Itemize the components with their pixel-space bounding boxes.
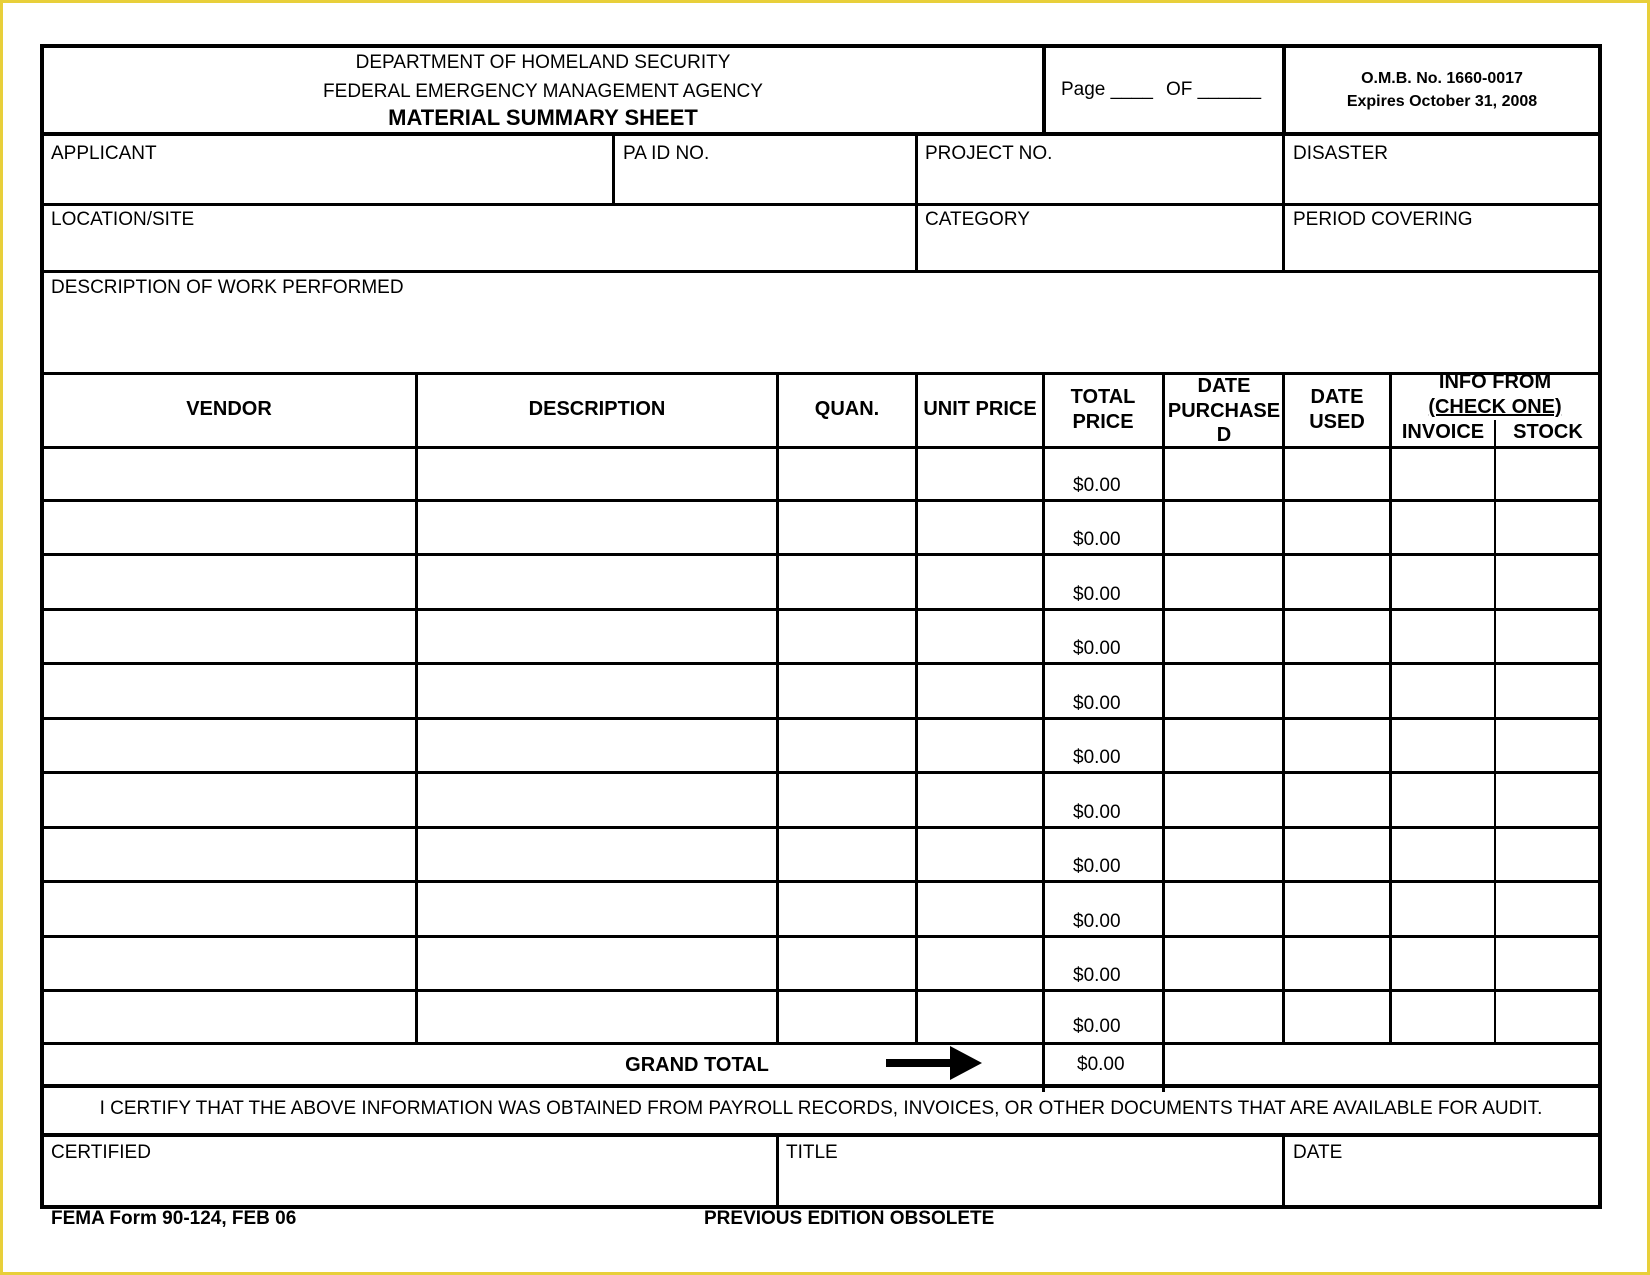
row-line — [40, 989, 1602, 992]
row-total-price: $0.00 — [1073, 856, 1121, 877]
total-price-header-line2: PRICE — [1072, 411, 1134, 433]
info-from-header: INFO FROM — [1438, 371, 1552, 393]
divider-title-date — [1282, 1136, 1285, 1206]
col-line-description — [776, 374, 779, 1044]
description-column-header: DESCRIPTION — [528, 398, 666, 420]
row-line — [40, 608, 1602, 611]
vendor-column-header: VENDOR — [186, 398, 272, 420]
page-number-field[interactable]: Page ____ — [1061, 79, 1153, 100]
department-name: DEPARTMENT OF HOMELAND SECURITY — [355, 52, 731, 73]
invoice-column-header: INVOICE — [1401, 421, 1485, 443]
grand-total-value: $0.00 — [1077, 1054, 1125, 1075]
check-one-header: (CHECK ONE) — [1428, 396, 1562, 418]
certify-bottom — [40, 1133, 1602, 1137]
row-total-price: $0.00 — [1073, 747, 1121, 768]
row-total-price: $0.00 — [1073, 638, 1121, 659]
certified-field[interactable]: CERTIFIED — [51, 1142, 151, 1163]
applicant-row-bottom — [40, 203, 1602, 206]
row-line — [40, 662, 1602, 665]
row-total-price: $0.00 — [1073, 802, 1121, 823]
applicant-field[interactable]: APPLICANT — [51, 143, 157, 164]
total-price-header-line1: TOTAL — [1070, 386, 1136, 408]
page-of-field[interactable]: OF ______ — [1166, 79, 1262, 100]
description-of-work-field[interactable]: DESCRIPTION OF WORK PERFORMED — [51, 277, 404, 298]
row-total-price: $0.00 — [1073, 584, 1121, 605]
col-line-unit-price — [1042, 374, 1045, 1092]
row-line — [40, 771, 1602, 774]
header-divider-1 — [1042, 44, 1046, 134]
row-total-price: $0.00 — [1073, 911, 1121, 932]
arrow-right-icon — [884, 1044, 984, 1084]
category-field[interactable]: CATEGORY — [925, 209, 1030, 230]
divider-applicant-pa — [612, 134, 615, 204]
grand-total-label: GRAND TOTAL — [625, 1054, 769, 1076]
header-divider-2 — [1282, 44, 1286, 134]
unit-price-column-header: UNIT PRICE — [923, 398, 1037, 420]
period-covering-field[interactable]: PERIOD COVERING — [1293, 209, 1473, 230]
agency-name: FEDERAL EMERGENCY MANAGEMENT AGENCY — [323, 81, 763, 102]
date-used-header-line1: DATE — [1310, 386, 1364, 408]
certification-statement: I CERTIFY THAT THE ABOVE INFORMATION WAS OBTAINED FROM PAYROLL RECORDS, INVOICES, OR OTHER DOCUMENTS THAT ARE AVAILABLE FOR AUDIT. — [99, 1098, 1543, 1119]
pa-id-field[interactable]: PA ID NO. — [623, 143, 710, 164]
table-header-bottom — [40, 446, 1602, 449]
row-total-price: $0.00 — [1073, 693, 1121, 714]
location-row-bottom — [40, 270, 1602, 273]
quan-column-header: QUAN. — [814, 398, 880, 420]
title-field[interactable]: TITLE — [786, 1142, 838, 1163]
stock-column-header: STOCK — [1513, 421, 1583, 443]
header-bottom-line — [40, 132, 1602, 136]
date-purchased-header-line1: DATE — [1197, 375, 1251, 397]
project-number-field[interactable]: PROJECT NO. — [925, 143, 1053, 164]
row-total-price: $0.00 — [1073, 965, 1121, 986]
disaster-field[interactable]: DISASTER — [1293, 143, 1389, 164]
grand-total-bottom — [40, 1084, 1602, 1088]
col-line-invoice — [1494, 420, 1496, 1044]
row-total-price: $0.00 — [1073, 1016, 1121, 1037]
row-line — [40, 499, 1602, 502]
row-line — [40, 935, 1602, 938]
form-title: MATERIAL SUMMARY SHEET — [388, 105, 698, 130]
row-line — [40, 553, 1602, 556]
omb-expiration: Expires October 31, 2008 — [1346, 93, 1538, 110]
items-bottom-line — [40, 1042, 1602, 1045]
col-line-date-purchased — [1282, 374, 1285, 1044]
description-work-bottom — [40, 372, 1602, 375]
col-line-quan — [915, 374, 918, 1044]
row-total-price: $0.00 — [1073, 529, 1121, 550]
row-total-price: $0.00 — [1073, 475, 1121, 496]
form-identifier: FEMA Form 90-124, FEB 06 — [51, 1208, 297, 1229]
date-purchased-header-line2: PURCHASE — [1167, 400, 1281, 422]
col-line-total-price — [1162, 374, 1165, 1092]
row-line — [40, 717, 1602, 720]
row-line — [40, 826, 1602, 829]
date-used-header-line2: USED — [1309, 411, 1365, 433]
row-line — [40, 880, 1602, 883]
col-line-date-used — [1389, 374, 1392, 1044]
location-site-field[interactable]: LOCATION/SITE — [51, 209, 195, 230]
col-line-vendor — [415, 374, 418, 1044]
omb-number: O.M.B. No. 1660-0017 — [1361, 70, 1523, 87]
date-field[interactable]: DATE — [1293, 1142, 1343, 1163]
divider-certified-title — [776, 1136, 779, 1206]
previous-edition-notice: PREVIOUS EDITION OBSOLETE — [704, 1208, 995, 1229]
date-purchased-header-line3: D — [1216, 424, 1232, 446]
